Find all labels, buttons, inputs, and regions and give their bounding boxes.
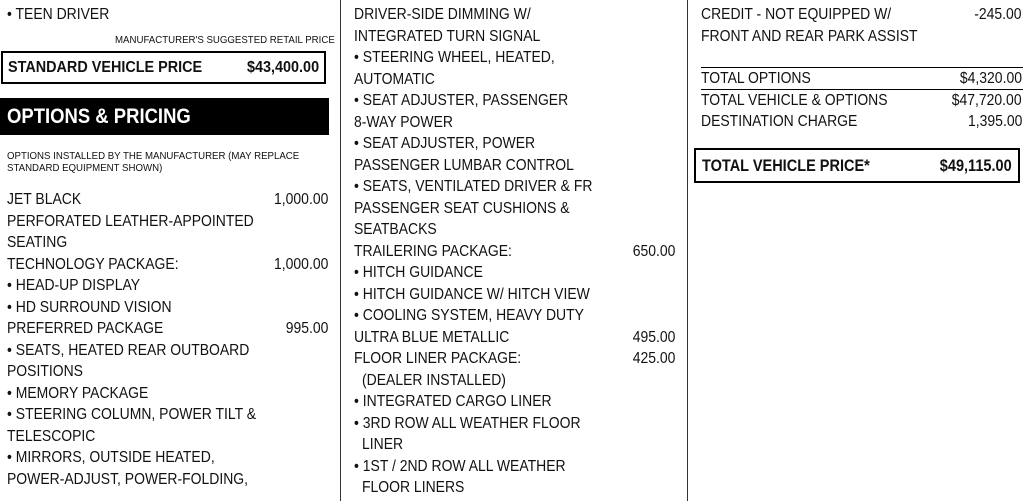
column-middle xyxy=(342,0,687,501)
column-left xyxy=(0,0,340,501)
option-line: POWER-ADJUST, POWER-FOLDING, xyxy=(7,470,249,488)
option-line: • SEAT ADJUSTER, PASSENGER xyxy=(354,92,569,109)
option-line: • 1ST / 2ND ROW ALL WEATHER xyxy=(354,457,566,475)
option-line: LINER xyxy=(362,436,404,453)
option-line: • 3RD ROW ALL WEATHER FLOOR xyxy=(354,414,581,432)
option-line: • COOLING SYSTEM, HEAVY DUTY xyxy=(354,307,584,324)
credit-line: CREDIT - NOT EQUIPPED W/ xyxy=(701,6,892,23)
option-line: JET BLACK xyxy=(7,191,82,208)
option-line: • SEATS, VENTILATED DRIVER & FR xyxy=(354,178,593,195)
option-line: AUTOMATIC xyxy=(354,70,435,88)
options-note-line: OPTIONS INSTALLED BY THE MANUFACTURER (MAY REPLACE xyxy=(7,150,300,162)
credit-value: -245.00 xyxy=(974,6,1022,23)
option-line: • SEAT ADJUSTER, POWER xyxy=(354,135,536,152)
total-options-value: $4,320.00 xyxy=(959,70,1022,87)
standard-price-value: $43,400.00 xyxy=(246,59,319,76)
option-price: 995.00 xyxy=(285,320,328,337)
option-line: TELESCOPIC xyxy=(7,427,96,445)
options-pricing-banner xyxy=(0,98,329,135)
option-line: SEATING xyxy=(7,234,68,251)
option-line: • HEAD-UP DISPLAY xyxy=(7,277,141,294)
option-line: ULTRA BLUE METALLIC xyxy=(354,328,510,346)
column-right xyxy=(689,0,1024,501)
option-price: 1,000.00 xyxy=(273,255,328,273)
option-line: INTEGRATED TURN SIGNAL xyxy=(354,27,541,45)
option-line: • SEATS, HEATED REAR OUTBOARD xyxy=(7,341,250,359)
standard-price-label: STANDARD VEHICLE PRICE xyxy=(8,59,203,76)
option-line: DRIVER-SIDE DIMMING W/ xyxy=(354,6,531,23)
total-vehicle-options-label: TOTAL VEHICLE & OPTIONS xyxy=(701,91,888,109)
option-line: SEATBACKS xyxy=(354,221,437,238)
option-line: • HD SURROUND VISION xyxy=(7,298,172,316)
option-line: TRAILERING PACKAGE: xyxy=(354,242,512,260)
msrp-caption: MANUFACTURER'S SUGGESTED RETAIL PRICE xyxy=(115,34,335,46)
option-line: PREFERRED PACKAGE xyxy=(7,320,164,337)
destination-charge-label: DESTINATION CHARGE xyxy=(701,113,858,130)
teen-driver-item: • TEEN DRIVER xyxy=(7,6,110,23)
option-line: (DEALER INSTALLED) xyxy=(362,371,506,389)
option-line: • STEERING COLUMN, POWER TILT & xyxy=(7,406,257,423)
option-price: 495.00 xyxy=(632,328,675,346)
column-divider xyxy=(687,0,688,501)
option-line: • MEMORY PACKAGE xyxy=(7,384,149,402)
total-vehicle-options-value: $47,720.00 xyxy=(952,91,1022,109)
destination-charge-value: 1,395.00 xyxy=(967,113,1022,130)
option-line: FLOOR LINER PACKAGE: xyxy=(354,350,522,367)
option-line: • HITCH GUIDANCE xyxy=(354,264,483,281)
option-line: PERFORATED LEATHER-APPOINTED xyxy=(7,212,254,230)
option-line: 8-WAY POWER xyxy=(354,113,453,131)
option-price: 1,000.00 xyxy=(273,191,328,208)
option-line: • INTEGRATED CARGO LINER xyxy=(354,393,552,410)
option-line: • MIRRORS, OUTSIDE HEATED, xyxy=(7,449,215,466)
total-price-label: TOTAL VEHICLE PRICE* xyxy=(702,157,870,175)
option-line: PASSENGER LUMBAR CONTROL xyxy=(354,156,574,174)
option-price: 425.00 xyxy=(632,350,675,367)
options-note-line: STANDARD EQUIPMENT SHOWN) xyxy=(7,162,163,174)
option-price: 650.00 xyxy=(632,242,675,260)
total-options-label: TOTAL OPTIONS xyxy=(701,70,811,87)
column-divider xyxy=(340,0,341,501)
credit-line: FRONT AND REAR PARK ASSIST xyxy=(701,27,918,45)
total-vehicle-price-box xyxy=(694,148,1020,183)
option-line: POSITIONS xyxy=(7,363,83,380)
total-price-value: $49,115.00 xyxy=(940,157,1012,175)
section-title: OPTIONS & PRICING xyxy=(7,105,191,128)
option-line: PASSENGER SEAT CUSHIONS & xyxy=(354,199,570,217)
option-line: FLOOR LINERS xyxy=(362,479,465,496)
option-line: • STEERING WHEEL, HEATED, xyxy=(354,49,555,66)
standard-vehicle-price-box xyxy=(1,51,326,84)
option-line: TECHNOLOGY PACKAGE: xyxy=(7,255,179,273)
option-line: • HITCH GUIDANCE W/ HITCH VIEW xyxy=(354,285,590,303)
